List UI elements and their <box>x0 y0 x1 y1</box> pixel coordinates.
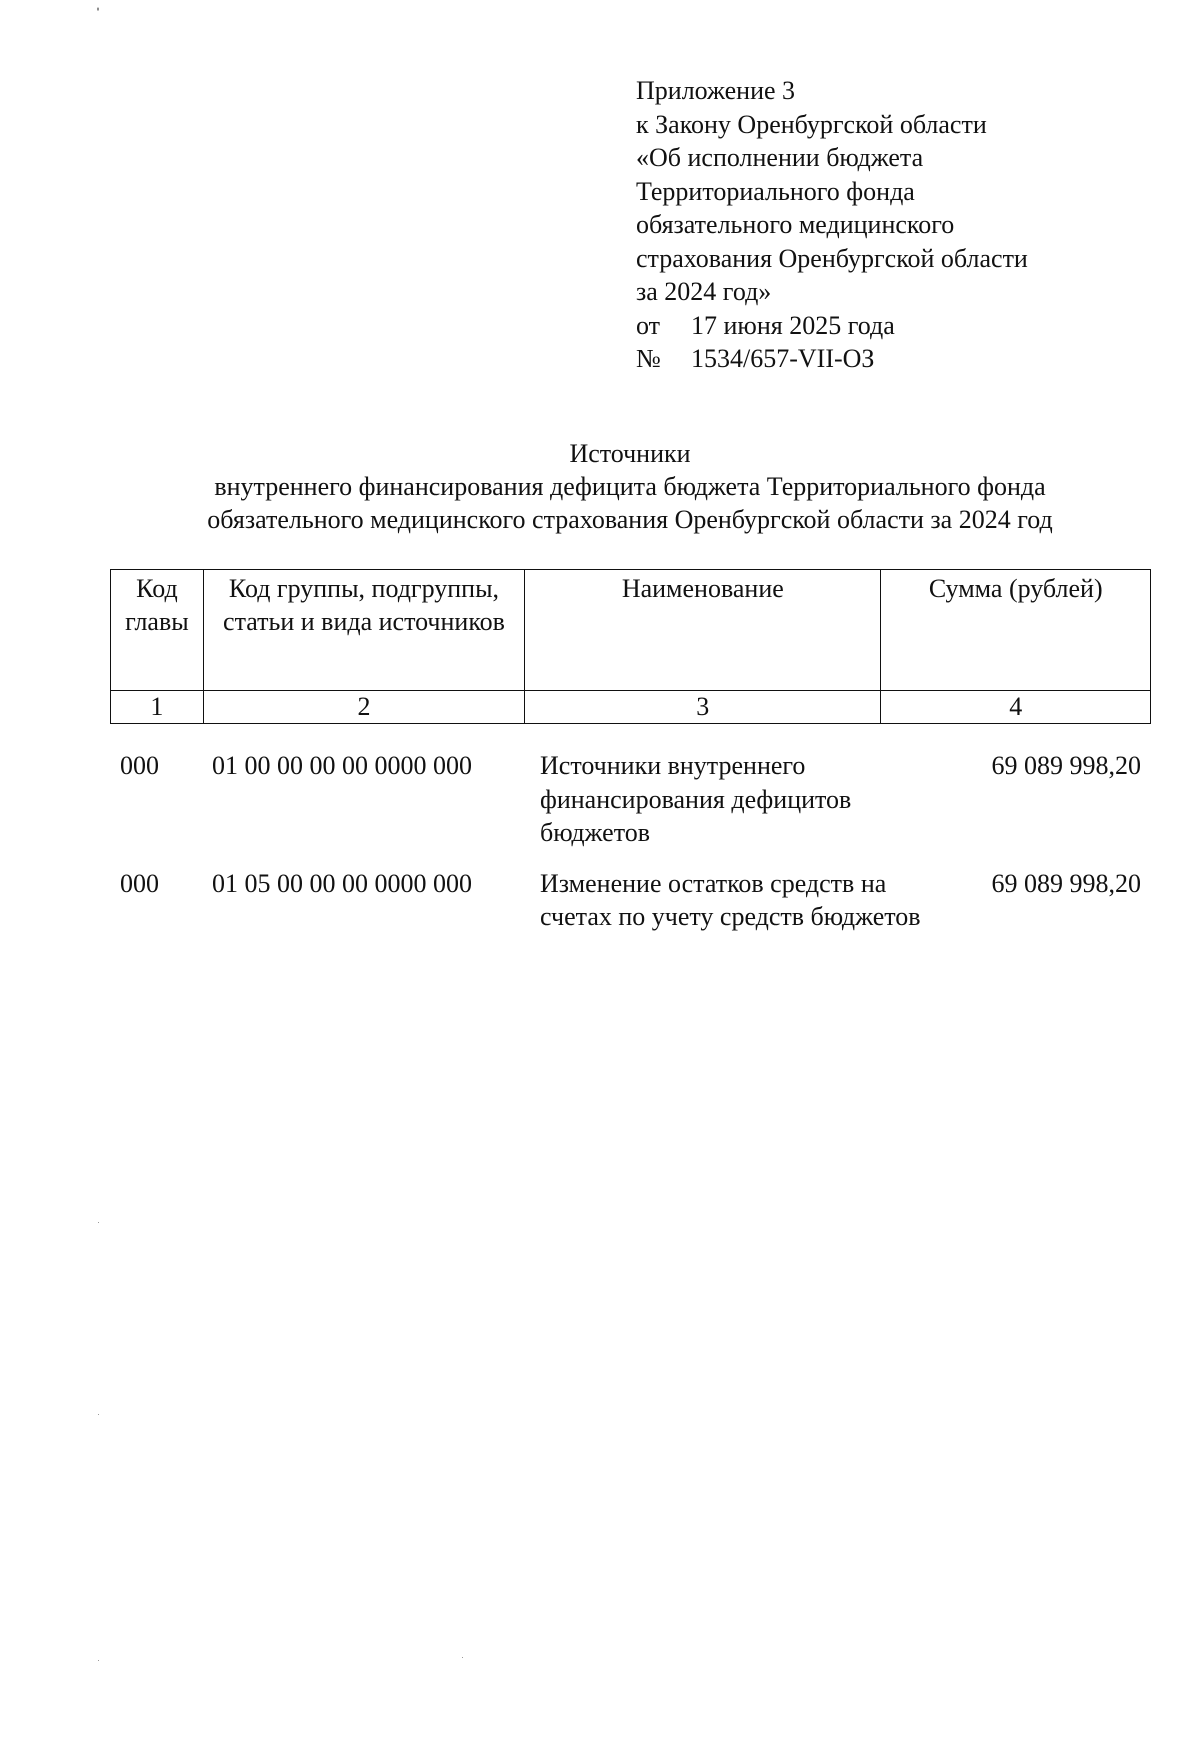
header-row <box>111 570 1151 691</box>
header-amount: Сумма (рублей) <box>881 570 1151 691</box>
approval-date <box>636 309 1136 343</box>
table-row <box>110 749 1151 867</box>
title-line-1: Источники <box>569 439 691 468</box>
table-header <box>110 569 1151 724</box>
scan-artifact-mark: ˈ <box>95 4 101 24</box>
group-code-cell: 01 05 00 00 00 0000 000 <box>212 868 472 898</box>
document-title <box>110 437 1150 536</box>
group-code-cell: 01 00 00 00 00 0000 000 <box>212 751 472 780</box>
approval-date-label: от <box>636 310 661 340</box>
approval-number-value: 1534/657-VII-ОЗ <box>691 344 875 373</box>
approval-line: обязательного медицинского <box>636 210 955 239</box>
scan-speck <box>98 1414 99 1415</box>
name-cell: Изменение остатков средств на счетах по учету средств бюджетов <box>540 868 921 931</box>
approval-line: к Закону Оренбургской области <box>636 109 987 139</box>
amount-cell: 69 089 998,20 <box>991 868 1141 898</box>
scan-speck <box>98 1660 99 1661</box>
approval-line: Территориального фонда <box>636 176 915 206</box>
scan-speck <box>462 1657 463 1658</box>
column-number: 1 <box>111 691 204 724</box>
approval-block <box>636 74 1136 376</box>
column-number-row <box>111 691 1151 724</box>
amount-cell: 69 089 998,20 <box>991 751 1141 780</box>
approval-number <box>636 342 1136 376</box>
approval-number-label: № <box>636 344 661 373</box>
column-number: 2 <box>203 691 524 724</box>
approval-line: за 2024 год» <box>636 277 772 306</box>
header-group-code: Код группы, подгруппы, статьи и вида источников <box>203 570 524 691</box>
header-name: Наименование <box>525 570 881 691</box>
header-chapter-code: Код главы <box>111 570 204 691</box>
title-line-3: обязательного медицинского страхования Оренбургской области за 2024 год <box>207 505 1053 534</box>
column-number: 4 <box>881 691 1151 724</box>
table-row <box>110 867 1151 951</box>
name-cell: Источники внутреннего финансирования дефицитов бюджетов <box>540 751 852 847</box>
approval-line: страхования Оренбургской области <box>636 243 1028 273</box>
approval-line: «Об исполнении бюджета <box>636 143 924 172</box>
scan-speck <box>98 1222 99 1223</box>
column-number: 3 <box>525 691 881 724</box>
table-body <box>110 749 1151 951</box>
title-line-2: внутреннего финансирования дефицита бюджета Территориального фонда <box>214 472 1046 501</box>
chapter-code-cell: 000 <box>120 868 159 898</box>
approval-line: Приложение 3 <box>636 76 796 105</box>
chapter-code-cell: 000 <box>120 751 159 780</box>
approval-date-value: 17 июня 2025 года <box>691 310 895 340</box>
